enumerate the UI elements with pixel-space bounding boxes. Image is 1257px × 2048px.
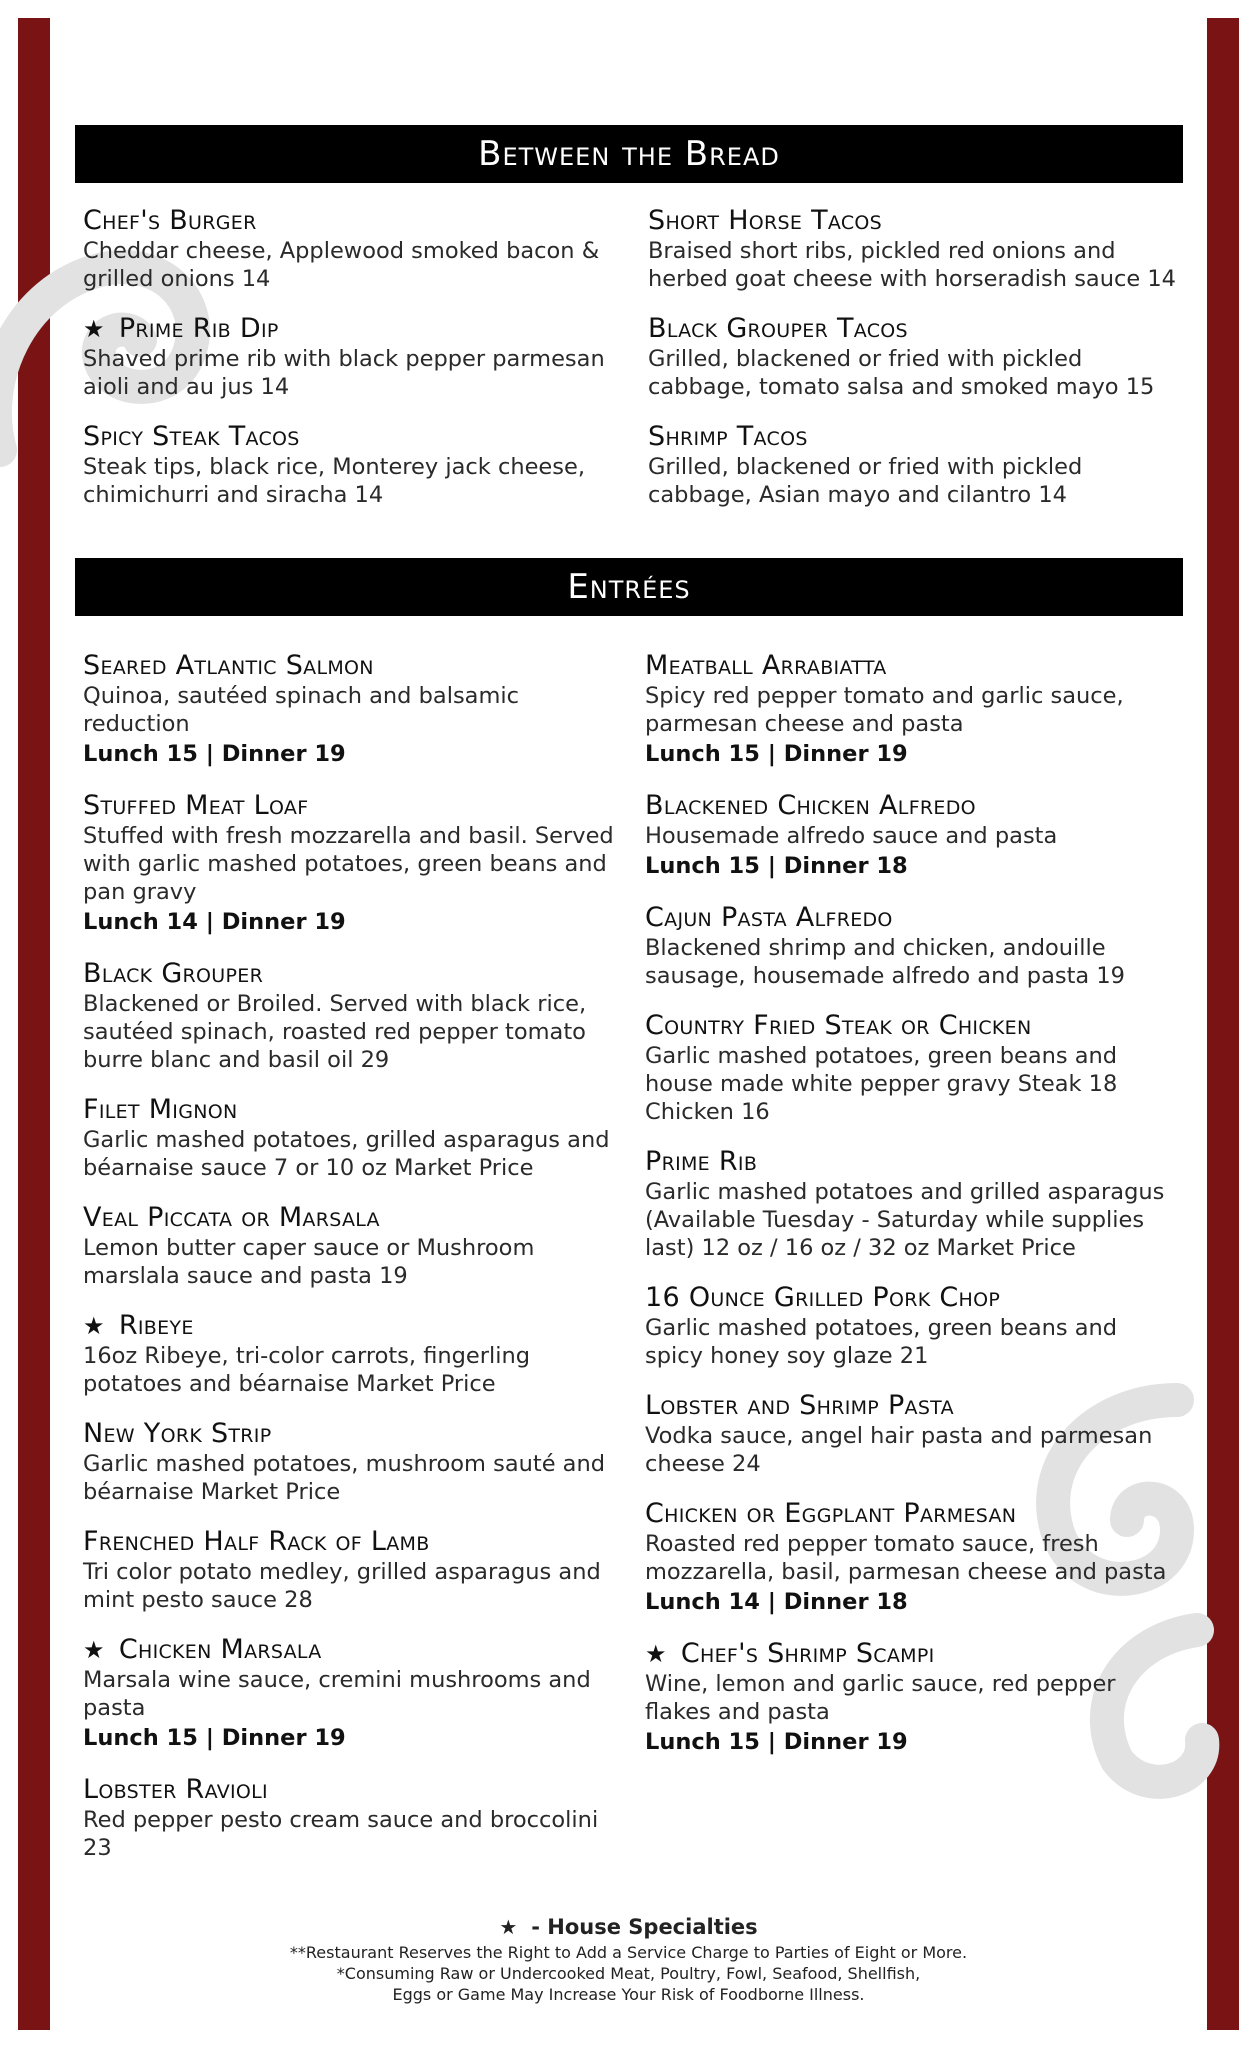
item-description: Braised short ribs, pickled red onions and herbed goat cheese with horseradish sauce 14 — [648, 238, 1176, 292]
menu-item — [83, 1202, 623, 1290]
item-description: Spicy red pepper tomato and garlic sauce, parmesan cheese and pasta — [645, 683, 1124, 737]
item-name: Country Fried Steak or Chicken — [645, 1010, 1032, 1041]
item-description: Lemon butter caper sauce or Mushroom marslala sauce and pasta 19 — [83, 1235, 535, 1289]
menu-item — [83, 421, 623, 509]
section-title: Between the Bread — [478, 134, 780, 174]
menu-item — [83, 790, 623, 938]
item-name: Lobster Ravioli — [83, 1774, 268, 1805]
item-price: Lunch 15 | Dinner 19 — [645, 741, 908, 767]
item-name: Cajun Pasta Alfredo — [645, 902, 893, 933]
item-name: Veal Piccata or Marsala — [83, 1202, 380, 1233]
item-price: Lunch 14 | Dinner 18 — [645, 1589, 908, 1615]
star-icon: ★ — [83, 1312, 105, 1340]
item-description: Garlic mashed potatoes and grilled asparagus (Available Tuesday - Saturday while supplies last) 12 oz / 16 oz / 32 oz Market Price — [645, 1179, 1165, 1261]
consumer-warning-line-2: Eggs or Game May Increase Your Risk of Foodborne Illness. — [392, 1985, 865, 2004]
section-banner-entrees — [75, 558, 1183, 616]
star-icon: ★ — [83, 1636, 105, 1664]
item-name: Lobster and Shrimp Pasta — [645, 1390, 954, 1421]
menu-item — [83, 1526, 623, 1614]
item-description: Cheddar cheese, Applewood smoked bacon & grilled onions 14 — [83, 238, 600, 292]
item-description: Quinoa, sautéed spinach and balsamic reduction — [83, 683, 519, 737]
menu-item — [83, 1774, 623, 1862]
house-specialties-legend: ★ - House Specialties — [499, 1915, 758, 1939]
item-description: Vodka sauce, angel hair pasta and parmesan cheese 24 — [645, 1423, 1153, 1477]
menu-item — [645, 1282, 1180, 1370]
menu-item — [83, 1310, 623, 1398]
menu-footer — [0, 1912, 1257, 2005]
service-charge-note: **Restaurant Reserves the Right to Add a Service Charge to Parties of Eight or More. — [289, 1943, 968, 1962]
menu-item — [648, 313, 1178, 401]
item-name: Shrimp Tacos — [648, 421, 808, 452]
left-border-stripe — [18, 18, 50, 2030]
menu-item — [83, 1094, 623, 1182]
item-description: 16oz Ribeye, tri-color carrots, fingerling potatoes and béarnaise Market Price — [83, 1343, 531, 1397]
menu-item — [645, 902, 1180, 990]
item-price: Lunch 14 | Dinner 19 — [83, 909, 346, 935]
item-name: Short Horse Tacos — [648, 205, 883, 236]
item-description: Housemade alfredo sauce and pasta — [645, 823, 1058, 849]
item-name: 16 Ounce Grilled Pork Chop — [645, 1282, 1001, 1313]
menu-item — [645, 1638, 1180, 1758]
item-name: ★ Chicken Marsala — [83, 1634, 322, 1665]
menu-item — [648, 421, 1178, 509]
item-description: Tri color potato medley, grilled asparagus and mint pesto sauce 28 — [83, 1559, 601, 1613]
item-name: Meatball Arrabiatta — [645, 650, 887, 681]
item-price: Lunch 15 | Dinner 19 — [83, 1725, 346, 1751]
item-name: Spicy Steak Tacos — [83, 421, 300, 452]
item-name: ★ Prime Rib Dip — [83, 313, 279, 344]
item-description: Grilled, blackened or fried with pickled cabbage, Asian mayo and cilantro 14 — [648, 454, 1083, 508]
item-description: Steak tips, black rice, Monterey jack cheese, chimichurri and siracha 14 — [83, 454, 585, 508]
consumer-warning-line-1: *Consuming Raw or Undercooked Meat, Poultry, Fowl, Seafood, Shellfish, — [336, 1964, 921, 1983]
item-description: Blackened or Broiled. Served with black rice, sautéed spinach, roasted red pepper tomato burre blanc and basil oil 29 — [83, 991, 587, 1073]
menu-item — [83, 313, 623, 401]
item-description: Red pepper pesto cream sauce and broccolini 23 — [83, 1807, 599, 1861]
item-description: Roasted red pepper tomato sauce, fresh mozzarella, basil, parmesan cheese and pasta — [645, 1531, 1167, 1585]
item-description: Stuffed with fresh mozzarella and basil. Served with garlic mashed potatoes, green beans and pan gravy — [83, 823, 614, 905]
item-description: Wine, lemon and garlic sauce, red pepper flakes and pasta — [645, 1671, 1116, 1725]
menu-item — [645, 1146, 1180, 1262]
star-icon: ★ — [499, 1915, 518, 1939]
menu-item — [645, 790, 1180, 882]
btb-left-column — [83, 205, 623, 529]
item-description: Blackened shrimp and chicken, andouille sausage, housemade alfredo and pasta 19 — [645, 935, 1125, 989]
entrees-left-column — [83, 650, 623, 1882]
item-price: Lunch 15 | Dinner 18 — [645, 853, 908, 879]
item-name: ★ Chef's Shrimp Scampi — [645, 1638, 935, 1669]
menu-item — [645, 650, 1180, 770]
item-description: Shaved prime rib with black pepper parmesan aioli and au jus 14 — [83, 346, 605, 400]
item-description: Garlic mashed potatoes, mushroom sauté and béarnaise Market Price — [83, 1451, 606, 1505]
item-name: Seared Atlantic Salmon — [83, 650, 374, 681]
right-border-stripe — [1207, 18, 1239, 2030]
menu-item — [645, 1390, 1180, 1478]
star-icon: ★ — [83, 315, 105, 343]
menu-item — [648, 205, 1178, 293]
item-price: Lunch 15 | Dinner 19 — [645, 1729, 908, 1755]
menu-item — [83, 1418, 623, 1506]
menu-item — [645, 1498, 1180, 1618]
menu-item — [83, 650, 623, 770]
menu-item — [645, 1010, 1180, 1126]
item-name: New York Strip — [83, 1418, 272, 1449]
item-name: Chicken or Eggplant Parmesan — [645, 1498, 1017, 1529]
item-description: Garlic mashed potatoes, green beans and house made white pepper gravy Steak 18 Chicken 16 — [645, 1043, 1118, 1125]
item-name: Blackened Chicken Alfredo — [645, 790, 976, 821]
item-name: Prime Rib — [645, 1146, 758, 1177]
menu-item — [83, 958, 623, 1074]
item-name: Chef's Burger — [83, 205, 257, 236]
item-name: Stuffed Meat Loaf — [83, 790, 309, 821]
menu-item — [83, 1634, 623, 1754]
item-name: Frenched Half Rack of Lamb — [83, 1526, 430, 1557]
item-name: Black Grouper — [83, 958, 264, 989]
item-description: Garlic mashed potatoes, green beans and spicy honey soy glaze 21 — [645, 1315, 1118, 1369]
item-name: ★ Ribeye — [83, 1310, 194, 1341]
section-banner-between-the-bread — [75, 125, 1183, 183]
section-title: Entrées — [567, 567, 691, 607]
entrees-right-column — [645, 650, 1180, 1778]
menu-item — [83, 205, 623, 293]
item-description: Garlic mashed potatoes, grilled asparagus and béarnaise sauce 7 or 10 oz Market Price — [83, 1127, 610, 1181]
item-description: Grilled, blackened or fried with pickled cabbage, tomato salsa and smoked mayo 15 — [648, 346, 1155, 400]
btb-right-column — [648, 205, 1178, 529]
item-price: Lunch 15 | Dinner 19 — [83, 741, 346, 767]
item-name: Black Grouper Tacos — [648, 313, 908, 344]
star-icon: ★ — [645, 1640, 667, 1668]
item-name: Filet Mignon — [83, 1094, 238, 1125]
item-description: Marsala wine sauce, cremini mushrooms and pasta — [83, 1667, 591, 1721]
